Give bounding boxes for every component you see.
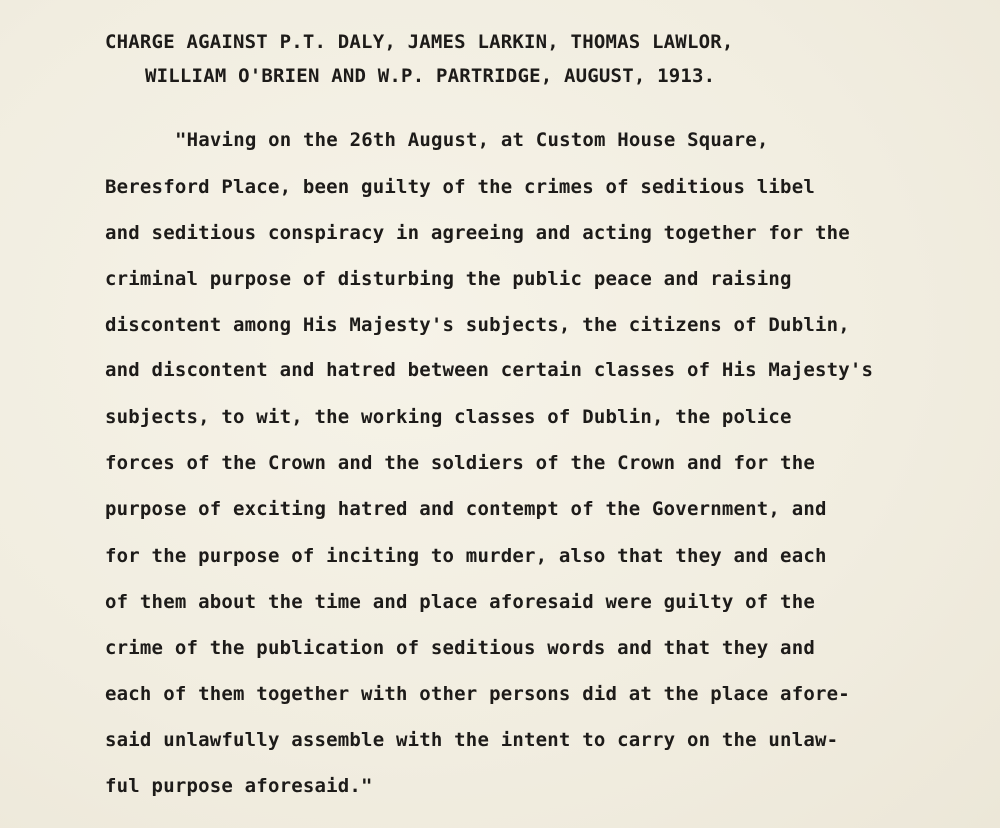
body-line-7: subjects, to wit, the working classes of Dublin, the police <box>105 406 792 428</box>
body-line-6: and discontent and hatred between certain classes of His Majesty's <box>105 359 874 381</box>
body-line-9: purpose of exciting hatred and contempt of the Government, and <box>105 498 827 520</box>
body-line-8: forces of the Crown and the soldiers of the Crown and for the <box>105 452 815 474</box>
body-line-3: and seditious conspiracy in agreeing and acting together for the <box>105 222 850 244</box>
body-line-13: each of them together with other persons did at the place afore- <box>105 683 850 705</box>
heading-line-2: WILLIAM O'BRIEN AND W.P. PARTRIDGE, AUGUST, 1913. <box>145 65 716 87</box>
body-line-2: Beresford Place, been guilty of the crimes of seditious libel <box>105 176 815 198</box>
body-line-4: criminal purpose of disturbing the public peace and raising <box>105 268 792 290</box>
body-line-12: crime of the publication of seditious words and that they and <box>105 637 815 659</box>
body-line-11: of them about the time and place aforesaid were guilty of the <box>105 591 815 613</box>
body-line-1: "Having on the 26th August, at Custom House Square, <box>175 129 769 151</box>
body-line-14: said unlawfully assemble with the intent to carry on the unlaw- <box>105 729 839 751</box>
body-line-5: discontent among His Majesty's subjects, the citizens of Dublin, <box>105 314 850 336</box>
body-line-15: ful purpose aforesaid." <box>105 775 373 797</box>
body-line-10: for the purpose of inciting to murder, also that they and each <box>105 545 827 567</box>
heading-line-1: CHARGE AGAINST P.T. DALY, JAMES LARKIN, THOMAS LAWLOR, <box>105 31 734 53</box>
